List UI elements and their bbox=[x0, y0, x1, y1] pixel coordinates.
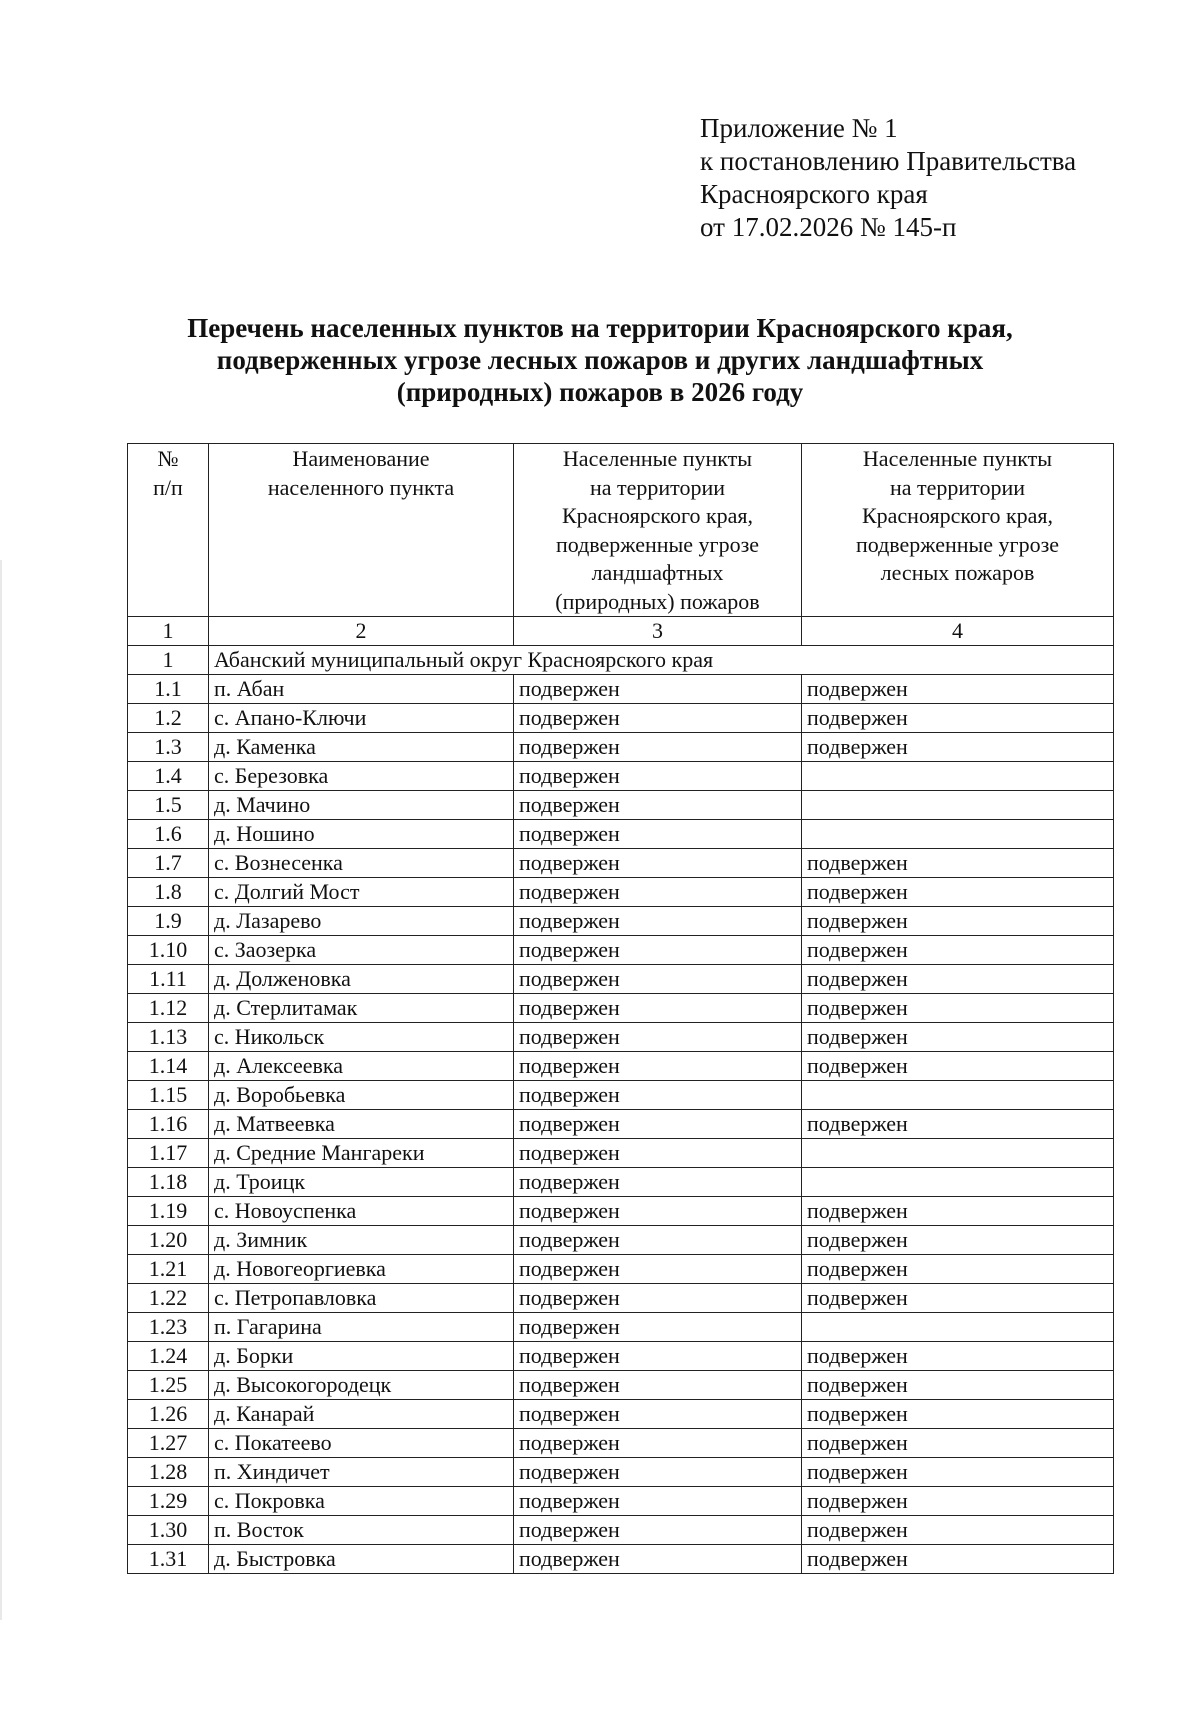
row-number: 1.27 bbox=[128, 1429, 209, 1458]
table-header-row bbox=[128, 444, 1114, 617]
landscape-fire-status: подвержен bbox=[514, 820, 802, 849]
row-number: 1.17 bbox=[128, 1139, 209, 1168]
settlement-name: с. Новоуспенка bbox=[209, 1197, 514, 1226]
landscape-fire-status: подвержен bbox=[514, 1168, 802, 1197]
landscape-fire-status: подвержен bbox=[514, 1400, 802, 1429]
table-row bbox=[128, 1371, 1114, 1400]
row-number: 1.11 bbox=[128, 965, 209, 994]
settlement-name: д. Матвеевка bbox=[209, 1110, 514, 1139]
forest-fire-status: подвержен bbox=[802, 1429, 1114, 1458]
header-number: № п/п bbox=[128, 444, 209, 617]
table-row bbox=[128, 820, 1114, 849]
forest-fire-status: подвержен bbox=[802, 1255, 1114, 1284]
forest-fire-status: подвержен bbox=[802, 994, 1114, 1023]
landscape-fire-status: подвержен bbox=[514, 965, 802, 994]
settlement-name: с. Долгий Мост bbox=[209, 878, 514, 907]
table-row bbox=[128, 1226, 1114, 1255]
forest-fire-status: подвержен bbox=[802, 704, 1114, 733]
column-number: 1 bbox=[128, 617, 209, 646]
table-row bbox=[128, 1400, 1114, 1429]
appendix-date: от 17.02.2026 № 145-п bbox=[700, 212, 957, 242]
landscape-fire-status: подвержен bbox=[514, 1284, 802, 1313]
table-row bbox=[128, 791, 1114, 820]
landscape-fire-status: подвержен bbox=[514, 1023, 802, 1052]
appendix-header bbox=[700, 112, 1076, 244]
forest-fire-status bbox=[802, 1313, 1114, 1342]
document-title bbox=[100, 312, 1100, 408]
table-row bbox=[128, 994, 1114, 1023]
landscape-fire-status: подвержен bbox=[514, 1516, 802, 1545]
landscape-fire-status: подвержен bbox=[514, 1487, 802, 1516]
table-row bbox=[128, 1168, 1114, 1197]
table-row bbox=[128, 1342, 1114, 1371]
header-forest-fires: Населенные пункты на территории Красноярского края, подверженные угрозе лесных пожаров bbox=[802, 444, 1114, 617]
forest-fire-status bbox=[802, 762, 1114, 791]
settlement-name: д. Воробьевка bbox=[209, 1081, 514, 1110]
settlement-name: с. Никольск bbox=[209, 1023, 514, 1052]
row-number: 1.16 bbox=[128, 1110, 209, 1139]
row-number: 1.14 bbox=[128, 1052, 209, 1081]
row-number: 1.19 bbox=[128, 1197, 209, 1226]
forest-fire-status: подвержен bbox=[802, 1197, 1114, 1226]
settlement-name: д. Троицк bbox=[209, 1168, 514, 1197]
row-number: 1.18 bbox=[128, 1168, 209, 1197]
landscape-fire-status: подвержен bbox=[514, 1052, 802, 1081]
landscape-fire-status: подвержен bbox=[514, 1255, 802, 1284]
row-number: 1.8 bbox=[128, 878, 209, 907]
forest-fire-status: подвержен bbox=[802, 1400, 1114, 1429]
landscape-fire-status: подвержен bbox=[514, 791, 802, 820]
forest-fire-status: подвержен bbox=[802, 1023, 1114, 1052]
settlement-name: с. Вознесенка bbox=[209, 849, 514, 878]
table-row bbox=[128, 1197, 1114, 1226]
settlement-name: д. Зимник bbox=[209, 1226, 514, 1255]
landscape-fire-status: подвержен bbox=[514, 1226, 802, 1255]
settlements-table bbox=[127, 443, 1114, 1574]
settlement-name: д. Быстровка bbox=[209, 1545, 514, 1574]
landscape-fire-status: подвержен bbox=[514, 1429, 802, 1458]
settlement-name: д. Новогеоргиевка bbox=[209, 1255, 514, 1284]
forest-fire-status: подвержен bbox=[802, 1487, 1114, 1516]
row-number: 1.31 bbox=[128, 1545, 209, 1574]
table-row bbox=[128, 1081, 1114, 1110]
row-number: 1.9 bbox=[128, 907, 209, 936]
forest-fire-status: подвержен bbox=[802, 733, 1114, 762]
table-row bbox=[128, 878, 1114, 907]
settlement-name: п. Хиндичет bbox=[209, 1458, 514, 1487]
settlement-name: д. Лазарево bbox=[209, 907, 514, 936]
settlement-name: д. Средние Мангареки bbox=[209, 1139, 514, 1168]
settlement-name: д. Канарай bbox=[209, 1400, 514, 1429]
scan-edge-mark bbox=[0, 560, 2, 1620]
row-number: 1.28 bbox=[128, 1458, 209, 1487]
table-row bbox=[128, 1429, 1114, 1458]
row-number: 1.12 bbox=[128, 994, 209, 1023]
row-number: 1.26 bbox=[128, 1400, 209, 1429]
landscape-fire-status: подвержен bbox=[514, 994, 802, 1023]
landscape-fire-status: подвержен bbox=[514, 1313, 802, 1342]
table-row bbox=[128, 1023, 1114, 1052]
forest-fire-status: подвержен bbox=[802, 1284, 1114, 1313]
forest-fire-status bbox=[802, 820, 1114, 849]
section-row bbox=[128, 646, 1114, 675]
table-row bbox=[128, 704, 1114, 733]
row-number: 1.15 bbox=[128, 1081, 209, 1110]
section-name: Абанский муниципальный округ Красноярского края bbox=[209, 646, 1114, 675]
settlement-name: д. Мачино bbox=[209, 791, 514, 820]
header-name: Наименование населенного пункта bbox=[209, 444, 514, 617]
appendix-decree-ref: к постановлению Правительства bbox=[700, 146, 1077, 176]
forest-fire-status: подвержен bbox=[802, 936, 1114, 965]
landscape-fire-status: подвержен bbox=[514, 1545, 802, 1574]
row-number: 1.4 bbox=[128, 762, 209, 791]
row-number: 1.1 bbox=[128, 675, 209, 704]
landscape-fire-status: подвержен bbox=[514, 1342, 802, 1371]
table-row bbox=[128, 907, 1114, 936]
table-row bbox=[128, 1545, 1114, 1574]
settlement-name: д. Ношино bbox=[209, 820, 514, 849]
settlement-name: д. Долженовка bbox=[209, 965, 514, 994]
forest-fire-status: подвержен bbox=[802, 1052, 1114, 1081]
row-number: 1.30 bbox=[128, 1516, 209, 1545]
table-row bbox=[128, 1139, 1114, 1168]
row-number: 1.20 bbox=[128, 1226, 209, 1255]
row-number: 1.29 bbox=[128, 1487, 209, 1516]
settlement-name: п. Абан bbox=[209, 675, 514, 704]
row-number: 1.24 bbox=[128, 1342, 209, 1371]
forest-fire-status bbox=[802, 791, 1114, 820]
landscape-fire-status: подвержен bbox=[514, 733, 802, 762]
row-number: 1.6 bbox=[128, 820, 209, 849]
landscape-fire-status: подвержен bbox=[514, 704, 802, 733]
landscape-fire-status: подвержен bbox=[514, 1081, 802, 1110]
forest-fire-status bbox=[802, 1168, 1114, 1197]
row-number: 1.21 bbox=[128, 1255, 209, 1284]
forest-fire-status: подвержен bbox=[802, 1342, 1114, 1371]
section-number: 1 bbox=[128, 646, 209, 675]
row-number: 1.3 bbox=[128, 733, 209, 762]
row-number: 1.2 bbox=[128, 704, 209, 733]
landscape-fire-status: подвержен bbox=[514, 1197, 802, 1226]
table-row bbox=[128, 762, 1114, 791]
table-row bbox=[128, 675, 1114, 704]
row-number: 1.25 bbox=[128, 1371, 209, 1400]
title-line-2: подверженных угрозе лесных пожаров и других ландшафтных bbox=[216, 345, 984, 375]
forest-fire-status: подвержен bbox=[802, 1110, 1114, 1139]
table-row bbox=[128, 733, 1114, 762]
table-row bbox=[128, 1052, 1114, 1081]
settlement-name: с. Покатеево bbox=[209, 1429, 514, 1458]
table-row bbox=[128, 1284, 1114, 1313]
settlement-name: с. Березовка bbox=[209, 762, 514, 791]
settlement-name: с. Покровка bbox=[209, 1487, 514, 1516]
forest-fire-status: подвержен bbox=[802, 675, 1114, 704]
row-number: 1.7 bbox=[128, 849, 209, 878]
landscape-fire-status: подвержен bbox=[514, 1458, 802, 1487]
title-line-3: (природных) пожаров в 2026 году bbox=[396, 377, 804, 407]
settlement-name: с. Апано-Ключи bbox=[209, 704, 514, 733]
table-row bbox=[128, 1255, 1114, 1284]
header-landscape-fires: Населенные пункты на территории Красноярского края, подверженные угрозе ландшафтных (природных) пожаров bbox=[514, 444, 802, 617]
settlement-name: д. Алексеевка bbox=[209, 1052, 514, 1081]
table-row bbox=[128, 1458, 1114, 1487]
forest-fire-status bbox=[802, 1139, 1114, 1168]
settlement-name: д. Борки bbox=[209, 1342, 514, 1371]
title-line-1: Перечень населенных пунктов на территории Красноярского края, bbox=[187, 313, 1013, 343]
landscape-fire-status: подвержен bbox=[514, 936, 802, 965]
row-number: 1.23 bbox=[128, 1313, 209, 1342]
appendix-region: Красноярского края bbox=[700, 179, 928, 209]
row-number: 1.5 bbox=[128, 791, 209, 820]
table-row bbox=[128, 1110, 1114, 1139]
settlement-name: д. Стерлитамак bbox=[209, 994, 514, 1023]
table-row bbox=[128, 1313, 1114, 1342]
landscape-fire-status: подвержен bbox=[514, 849, 802, 878]
settlement-name: п. Восток bbox=[209, 1516, 514, 1545]
column-numbers-row bbox=[128, 617, 1114, 646]
table-row bbox=[128, 849, 1114, 878]
table-row bbox=[128, 936, 1114, 965]
row-number: 1.10 bbox=[128, 936, 209, 965]
appendix-number: Приложение № 1 bbox=[700, 113, 898, 143]
settlement-name: д. Высокогородецк bbox=[209, 1371, 514, 1400]
landscape-fire-status: подвержен bbox=[514, 1110, 802, 1139]
settlement-name: с. Заозерка bbox=[209, 936, 514, 965]
forest-fire-status: подвержен bbox=[802, 1545, 1114, 1574]
settlement-name: д. Каменка bbox=[209, 733, 514, 762]
forest-fire-status: подвержен bbox=[802, 1371, 1114, 1400]
forest-fire-status bbox=[802, 1081, 1114, 1110]
table-row bbox=[128, 965, 1114, 994]
table-row bbox=[128, 1516, 1114, 1545]
row-number: 1.22 bbox=[128, 1284, 209, 1313]
table-row bbox=[128, 1487, 1114, 1516]
forest-fire-status: подвержен bbox=[802, 1226, 1114, 1255]
landscape-fire-status: подвержен bbox=[514, 1139, 802, 1168]
settlement-name: п. Гагарина bbox=[209, 1313, 514, 1342]
column-number: 3 bbox=[514, 617, 802, 646]
landscape-fire-status: подвержен bbox=[514, 907, 802, 936]
forest-fire-status: подвержен bbox=[802, 1516, 1114, 1545]
forest-fire-status: подвержен bbox=[802, 878, 1114, 907]
landscape-fire-status: подвержен bbox=[514, 675, 802, 704]
forest-fire-status: подвержен bbox=[802, 1458, 1114, 1487]
forest-fire-status: подвержен bbox=[802, 965, 1114, 994]
forest-fire-status: подвержен bbox=[802, 849, 1114, 878]
landscape-fire-status: подвержен bbox=[514, 878, 802, 907]
landscape-fire-status: подвержен bbox=[514, 1371, 802, 1400]
row-number: 1.13 bbox=[128, 1023, 209, 1052]
forest-fire-status: подвержен bbox=[802, 907, 1114, 936]
settlement-name: с. Петропавловка bbox=[209, 1284, 514, 1313]
column-number: 4 bbox=[802, 617, 1114, 646]
landscape-fire-status: подвержен bbox=[514, 762, 802, 791]
table-body bbox=[128, 617, 1114, 1574]
column-number: 2 bbox=[209, 617, 514, 646]
